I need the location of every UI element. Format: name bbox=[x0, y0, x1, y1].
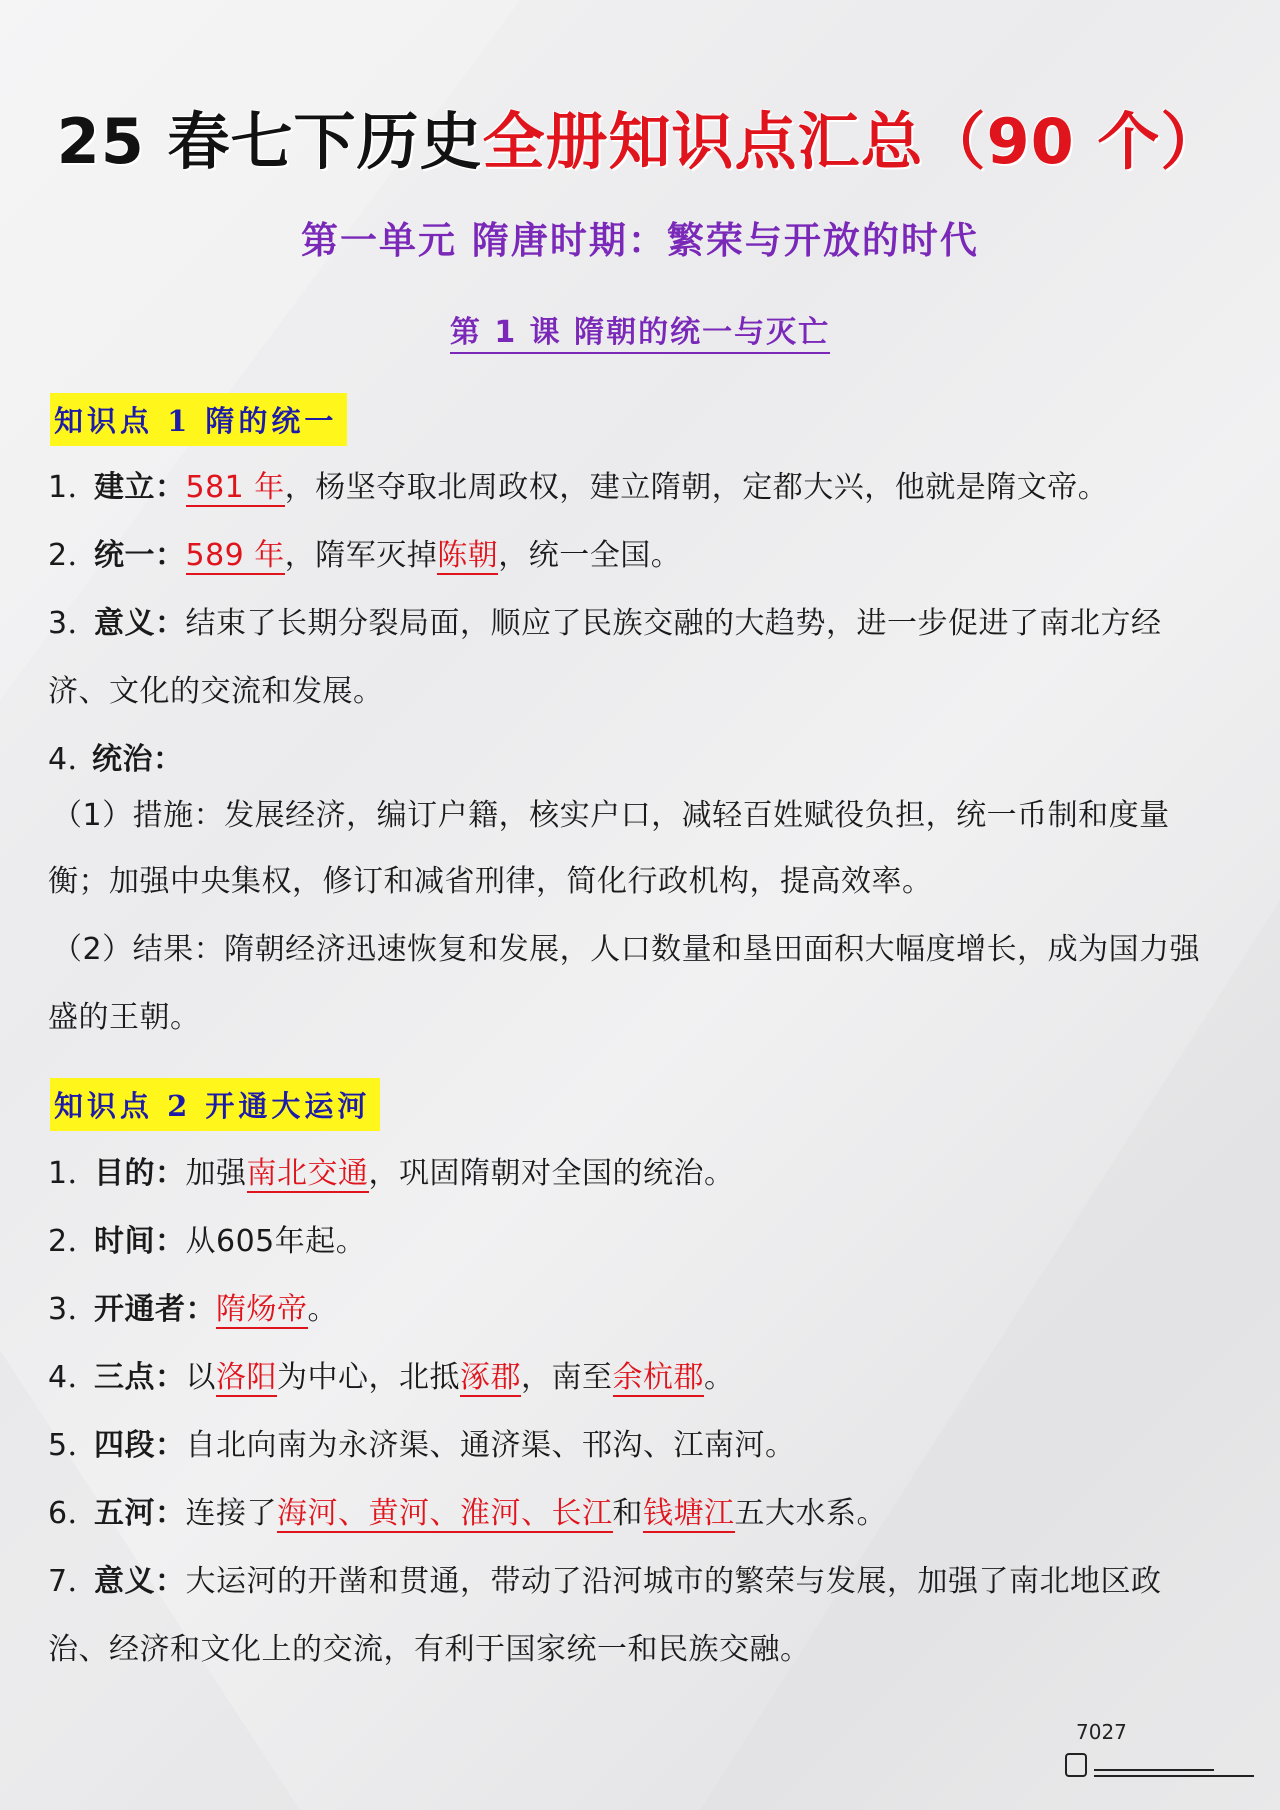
title-part1: 25 春七下历史 bbox=[56, 105, 483, 178]
highlight-text: 洛阳 bbox=[216, 1360, 277, 1395]
item-number: 2． bbox=[48, 538, 99, 573]
item-number: 4． bbox=[48, 1360, 99, 1395]
item-text: 和 bbox=[612, 1496, 643, 1531]
item-text: 加强 bbox=[185, 1156, 247, 1191]
s1-item-4-sub2-cont: 盛的王朝。 bbox=[48, 1000, 201, 1035]
highlight-text: 南北交通 bbox=[246, 1156, 369, 1191]
s1-item-4-sub2: （2）结果：隋朝经济迅速恢复和发展，人口数量和垦田面积大幅度增长，成为国力强 bbox=[52, 932, 1201, 967]
item-number: 3． bbox=[48, 1292, 99, 1327]
page-title bbox=[0, 92, 1280, 181]
s2-item-7 bbox=[48, 1556, 1162, 1600]
item-number: 4． bbox=[48, 742, 99, 777]
highlight-text: 陈朝 bbox=[437, 538, 499, 573]
item-text: 自北向南为永济渠、通济渠、邗沟、江南河。 bbox=[185, 1428, 796, 1463]
item-label: 四段： bbox=[94, 1428, 186, 1463]
item-text: 结束了长期分裂局面，顺应了民族交融的大趋势，进一步促进了南北方经 bbox=[185, 606, 1162, 641]
s2-item-4 bbox=[48, 1352, 735, 1396]
highlight-text: 589 年 bbox=[185, 538, 285, 573]
item-text: 。 bbox=[307, 1292, 338, 1327]
s1-item-2 bbox=[48, 530, 681, 574]
item-number: 1． bbox=[48, 470, 99, 505]
s1-item-4-sub1-cont: 衡；加强中央集权，修订和减省刑律，简化行政机构，提高效率。 bbox=[48, 864, 933, 899]
page-number: 7027 bbox=[1076, 1720, 1127, 1744]
item-label: 目的： bbox=[94, 1156, 186, 1191]
watermark-logo-icon bbox=[1064, 1752, 1260, 1780]
s1-item-3-cont: 济、文化的交流和发展。 bbox=[48, 674, 384, 709]
item-text: 大运河的开凿和贯通，带动了沿河城市的繁荣与发展，加强了南北地区政 bbox=[185, 1564, 1162, 1599]
lesson-heading bbox=[0, 307, 1280, 351]
item-label: 开通者： bbox=[94, 1292, 216, 1327]
item-label: 意义： bbox=[94, 606, 186, 641]
item-text: 五大水系。 bbox=[734, 1496, 887, 1531]
item-number: 1． bbox=[48, 1156, 99, 1191]
s1-item-4-sub1: （1）措施：发展经济，编订户籍，核实户口，减轻百姓赋役负担，统一币制和度量 bbox=[52, 798, 1170, 833]
s2-item-6 bbox=[48, 1488, 887, 1532]
item-text: 以 bbox=[185, 1360, 216, 1395]
item-text: ，统一全国。 bbox=[498, 538, 682, 573]
highlight-text: 海河、黄河、淮河、长江 bbox=[277, 1496, 613, 1531]
item-label: 建立： bbox=[94, 470, 186, 505]
knowledge-point-1-heading: 知识点 1 隋的统一 bbox=[50, 393, 347, 446]
highlight-text: 钱塘江 bbox=[643, 1496, 735, 1531]
item-text: 。 bbox=[704, 1360, 735, 1395]
lesson-title: 第 1 课 隋朝的统一与灭亡 bbox=[450, 315, 830, 354]
s1-item-4 bbox=[48, 734, 184, 778]
knowledge-point-2-heading: 知识点 2 开通大运河 bbox=[50, 1078, 380, 1131]
item-text: ，巩固隋朝对全国的统治。 bbox=[368, 1156, 735, 1191]
title-part2: 全册知识点汇总（90 个） bbox=[482, 105, 1224, 178]
s2-item-3 bbox=[48, 1284, 338, 1328]
item-number: 7． bbox=[48, 1564, 99, 1599]
item-number: 6． bbox=[48, 1496, 99, 1531]
item-text: 连接了 bbox=[185, 1496, 277, 1531]
item-label: 统治： bbox=[92, 742, 184, 777]
item-text: ，杨坚夺取北周政权，建立隋朝，定都大兴，他就是隋文帝。 bbox=[284, 470, 1109, 505]
item-number: 3． bbox=[48, 606, 99, 641]
highlight-text: 余杭郡 bbox=[612, 1360, 704, 1395]
s1-item-3 bbox=[48, 598, 1162, 642]
item-number: 2． bbox=[48, 1224, 99, 1259]
s2-item-5 bbox=[48, 1420, 796, 1464]
item-label: 五河： bbox=[94, 1496, 186, 1531]
s2-item-2 bbox=[48, 1216, 366, 1260]
item-label: 时间： bbox=[94, 1224, 186, 1259]
highlight-text: 涿郡 bbox=[460, 1360, 521, 1395]
item-text: 从605年起。 bbox=[185, 1224, 367, 1259]
s2-item-7-cont: 治、经济和文化上的交流，有利于国家统一和民族交融。 bbox=[48, 1632, 811, 1667]
item-text: 为中心，北抵 bbox=[277, 1360, 460, 1395]
item-text: ，隋军灭掉 bbox=[284, 538, 438, 573]
s1-item-1 bbox=[48, 462, 1108, 506]
item-label: 三点： bbox=[94, 1360, 186, 1395]
highlight-text: 隋炀帝 bbox=[216, 1292, 308, 1327]
s2-item-1 bbox=[48, 1148, 735, 1192]
item-label: 统一： bbox=[94, 538, 186, 573]
item-number: 5． bbox=[48, 1428, 99, 1463]
item-text: ，南至 bbox=[521, 1360, 613, 1395]
item-label: 意义： bbox=[94, 1564, 186, 1599]
highlight-text: 581 年 bbox=[185, 470, 285, 505]
unit-heading: 第一单元 隋唐时期：繁荣与开放的时代 bbox=[301, 219, 979, 262]
